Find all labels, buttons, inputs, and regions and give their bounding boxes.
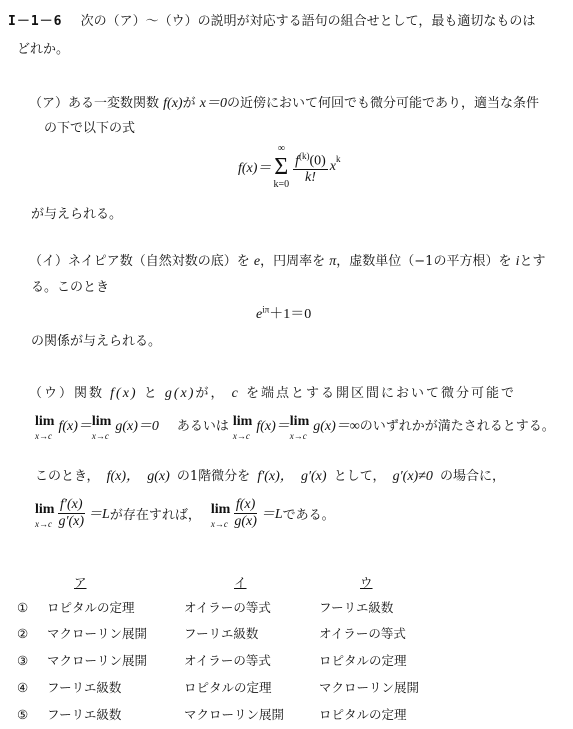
item-a-x0: x＝0 <box>199 96 227 111</box>
item-a-text-1: （ア）ある一変数関数 <box>29 96 160 111</box>
item-u-text-7: このとき， <box>35 469 100 484</box>
item-u-text-2: と <box>143 386 159 401</box>
lim-5-sub: x→c <box>35 519 52 529</box>
lim-3-text: lim <box>232 414 253 429</box>
item-u-l3-cond: g′(x)≠0 <box>392 469 433 484</box>
item-i-e: e <box>253 254 261 269</box>
euler-sup: iπ <box>262 304 270 315</box>
choice-cell-i: オイラーの等式 <box>184 600 271 615</box>
question-number: I－1－6 <box>8 14 63 29</box>
lim-1-expr: f(x)＝ <box>58 419 92 434</box>
frac-num-f: f <box>295 153 299 169</box>
lim-2 <box>92 415 111 443</box>
header-i: イ <box>234 575 247 590</box>
item-a-line1 <box>29 92 539 112</box>
euler-e: e <box>256 307 263 322</box>
choice-num: ③ <box>17 653 29 668</box>
item-i-i: i <box>515 254 520 269</box>
item-i-text-1: （イ）ネイピア数（自然対数の底）を <box>29 254 250 269</box>
item-u-line2 <box>35 415 555 443</box>
lim-3-sub: x→c <box>232 431 250 441</box>
item-u-text-6: のいずれかが満たされるとする。 <box>359 419 555 434</box>
sum-upper: ∞ <box>277 143 285 154</box>
lim-6 <box>211 503 230 531</box>
item-i-text-3: ，虚数単位（−1の平方根）を <box>336 254 512 269</box>
formula-x-sup: k <box>336 154 341 164</box>
choice-num: ④ <box>17 680 29 695</box>
sum-symbol <box>273 143 289 191</box>
lim-1 <box>35 415 54 443</box>
frac2-num: f(x) <box>235 496 256 512</box>
choice-cell-a: フーリエ級数 <box>47 680 122 695</box>
item-i-line1 <box>29 250 546 270</box>
item-u-line1 <box>29 382 516 402</box>
item-u-text-4: を端点とする開区間において微分可能で <box>245 386 516 401</box>
choice-5[interactable] <box>17 705 407 723</box>
choice-num: ② <box>17 626 29 641</box>
lhopital-frac-1 <box>56 497 86 530</box>
choice-1[interactable] <box>17 598 393 616</box>
item-a-line3: が与えられる。 <box>31 207 123 222</box>
item-u-line3 <box>35 465 505 485</box>
lim-6-sub: x→c <box>210 519 228 529</box>
frac1-den: g′(x) <box>58 513 85 529</box>
item-a-text-3: の近傍において何回でも微分可能であり，適当な条件 <box>226 96 539 111</box>
choice-cell-u: ロピタルの定理 <box>319 653 407 668</box>
item-a-fx: f(x) <box>163 96 183 111</box>
choice-cell-i: ロピタルの定理 <box>184 680 272 695</box>
sum-lower: k=0 <box>273 179 290 190</box>
item-i-text-2: ，円周率を <box>260 254 326 269</box>
item-i-line2: る。このとき <box>31 280 110 295</box>
frac-num-sup: (k) <box>298 150 310 161</box>
formula-x: x <box>329 159 337 174</box>
item-u-l3-fx: f(x)， <box>106 469 141 484</box>
item-u-text-12: である。 <box>282 507 335 523</box>
choice-cell-u: マクローリン展開 <box>319 680 420 695</box>
sigma: Σ <box>274 154 289 180</box>
maclaurin-formula <box>238 143 341 191</box>
item-i-text-4: とす <box>519 254 546 269</box>
item-a-text-2: が <box>182 96 196 111</box>
lim-3-expr: f(x)＝ <box>256 419 290 434</box>
item-u-text-3: が， <box>195 386 226 401</box>
lhopital-frac-2 <box>232 497 259 530</box>
lim-2-text: lim <box>91 414 112 429</box>
lim-4-sub: x→c <box>289 431 307 441</box>
choice-cell-a: マクローリン展開 <box>47 653 148 668</box>
choice-cell-i: オイラーの等式 <box>184 653 271 668</box>
question-stem-text: 次の（ア）～（ウ）の説明が対応する語句の組合せとして，最も適切なものは <box>80 14 536 29</box>
item-u-text-9: として， <box>333 469 386 484</box>
frac-den: k! <box>304 170 316 186</box>
item-u-text-1: （ウ）関数 <box>29 386 105 401</box>
choice-cell-u: オイラーの等式 <box>319 626 406 641</box>
lim-1-text: lim <box>35 414 55 429</box>
lim-4-expr: g(x)＝∞ <box>313 419 360 434</box>
lim-2-expr: g(x)＝0 <box>115 419 159 434</box>
lim-4 <box>290 415 309 443</box>
header-u: ウ <box>360 575 373 590</box>
frac2-eq: ＝L <box>260 507 283 522</box>
choice-2[interactable] <box>17 624 406 642</box>
item-i-pi: π <box>329 254 337 269</box>
lim-1-sub: x→c <box>35 431 52 441</box>
euler-formula <box>256 303 311 323</box>
lim-4-text: lim <box>289 414 310 429</box>
item-u-l3-gx: g(x) <box>147 469 170 484</box>
choice-cell-a: フーリエ級数 <box>47 707 122 722</box>
choice-cell-a: ロピタルの定理 <box>47 600 135 615</box>
lim-5 <box>35 503 54 531</box>
frac-num-tail: (0) <box>309 153 326 169</box>
header-a: ア <box>74 575 87 590</box>
choice-cell-u: フーリエ級数 <box>319 600 394 615</box>
item-u-text-10: の場合に， <box>440 469 506 484</box>
item-u-line4 <box>35 495 335 531</box>
lim-6-text: lim <box>210 502 231 517</box>
choice-cell-u: ロピタルの定理 <box>319 707 407 722</box>
choice-cell-i: マクローリン展開 <box>184 707 285 722</box>
item-u-l3-fpx: f′(x)， <box>257 469 294 484</box>
choice-cell-i: フーリエ級数 <box>184 626 259 641</box>
lim-5-text: lim <box>35 502 55 517</box>
item-i-line3: の関係が与えられる。 <box>31 334 162 349</box>
item-u-l3-gpx: g′(x) <box>300 469 327 484</box>
item-u-gx: g(x) <box>164 386 196 401</box>
lim-3 <box>233 415 252 443</box>
item-u-text-8: の1階微分を <box>176 469 251 484</box>
euler-rest: ＋1＝0 <box>269 307 312 322</box>
frac1-eq: ＝L <box>88 507 110 522</box>
frac2-den: g(x) <box>234 513 257 529</box>
choice-4[interactable] <box>17 678 419 696</box>
formula-lhs: f(x)＝ <box>238 161 272 176</box>
choice-3[interactable] <box>17 651 407 669</box>
formula-fraction <box>293 148 328 187</box>
item-a-line2: の下で以下の式 <box>44 121 136 136</box>
question-stem-line2: どれか。 <box>17 42 70 57</box>
lim-2-sub: x→c <box>91 431 109 441</box>
choice-num: ① <box>17 600 29 615</box>
item-u-fx: f(x) <box>110 386 138 401</box>
item-u-c: c <box>231 386 240 401</box>
item-u-text-5: あるいは <box>176 419 229 434</box>
choice-num: ⑤ <box>17 707 29 722</box>
item-u-text-11: が存在すれば， <box>109 507 201 523</box>
frac1-num: f′(x) <box>60 496 83 512</box>
question-stem-line1 <box>8 10 535 29</box>
choice-cell-a: マクローリン展開 <box>47 626 148 641</box>
